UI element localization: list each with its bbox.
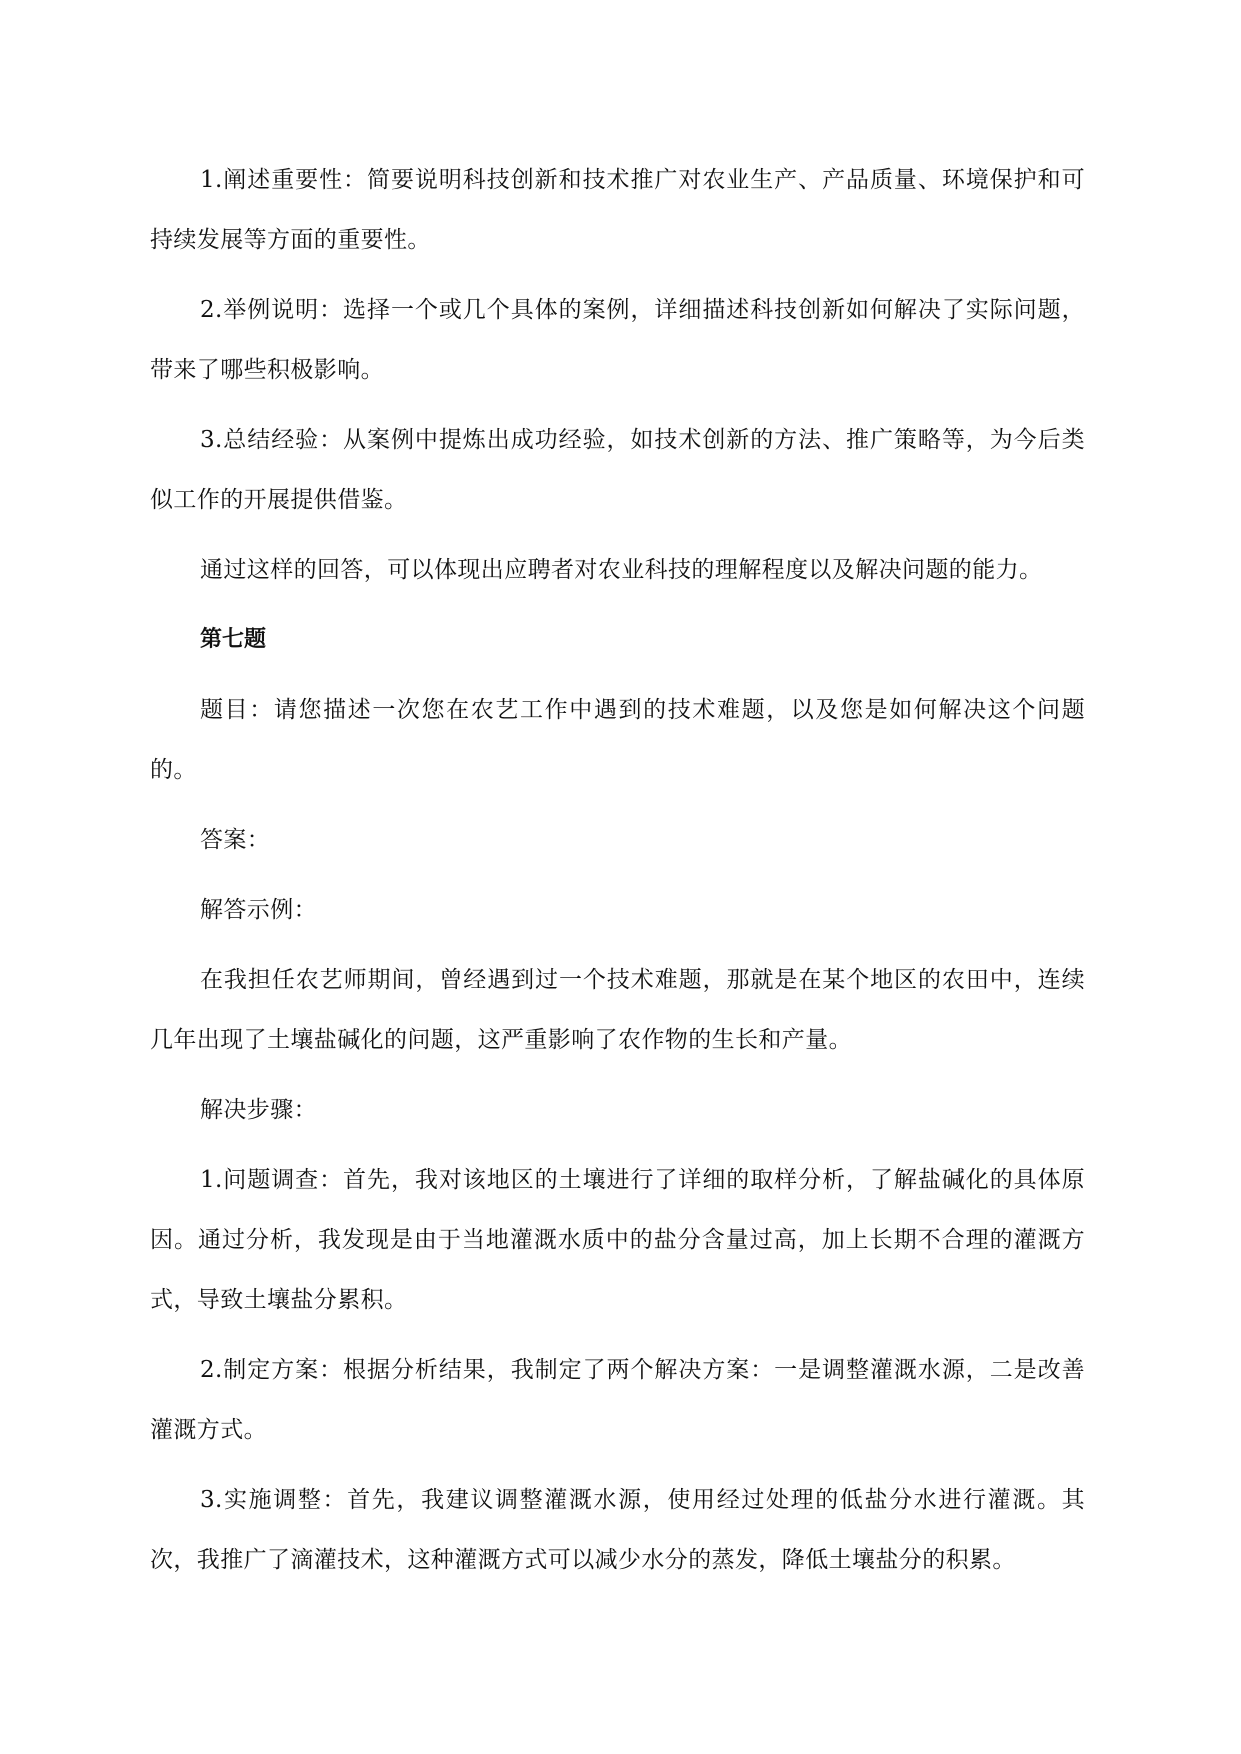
answer-label: 答案： [200, 827, 271, 853]
steps-label: 解决步骤： [200, 1097, 317, 1123]
answer-background: 在我担任农艺师期间，曾经遇到过一个技术难题，那就是在某个地区的农田中，连续几年出现了土壤盐碱化的问题，这严重影响了农作物的生长和产量。 [150, 967, 1085, 1053]
step-plan: 2.制定方案：根据分析结果，我制定了两个解决方案：一是调整灌溉水源，二是改善灌溉方式。 [150, 1357, 1085, 1443]
step-investigation: 1.问题调查：首先，我对该地区的土壤进行了详细的取样分析，了解盐碱化的具体原因。通过分析，我发现是由于当地灌溉水质中的盐分含量过高，加上长期不合理的灌溉方式，导致土壤盐分累积。 [150, 1167, 1085, 1313]
paragraph-importance: 1.阐述重要性：简要说明科技创新和技术推广对农业生产、产品质量、环境保护和可持续发展等方面的重要性。 [150, 167, 1085, 253]
answer-example-label: 解答示例： [200, 897, 317, 923]
paragraph-summary: 3.总结经验：从案例中提炼出成功经验，如技术创新的方法、推广策略等，为今后类似工作的开展提供借鉴。 [150, 427, 1085, 513]
step-implementation: 3.实施调整：首先，我建议调整灌溉水源，使用经过处理的低盐分水进行灌溉。其次，我推广了滴灌技术，这种灌溉方式可以减少水分的蒸发，降低土壤盐分的积累。 [150, 1487, 1085, 1573]
paragraph-conclusion: 通过这样的回答，可以体现出应聘者对农业科技的理解程度以及解决问题的能力。 [200, 557, 1043, 583]
section-heading: 第七题 [200, 627, 267, 652]
question-text: 题目：请您描述一次您在农艺工作中遇到的技术难题，以及您是如何解决这个问题的。 [150, 697, 1085, 783]
document-body [150, 150, 1085, 1600]
paragraph-example: 2.举例说明：选择一个或几个具体的案例，详细描述科技创新如何解决了实际问题，带来了哪些积极影响。 [150, 297, 1085, 383]
